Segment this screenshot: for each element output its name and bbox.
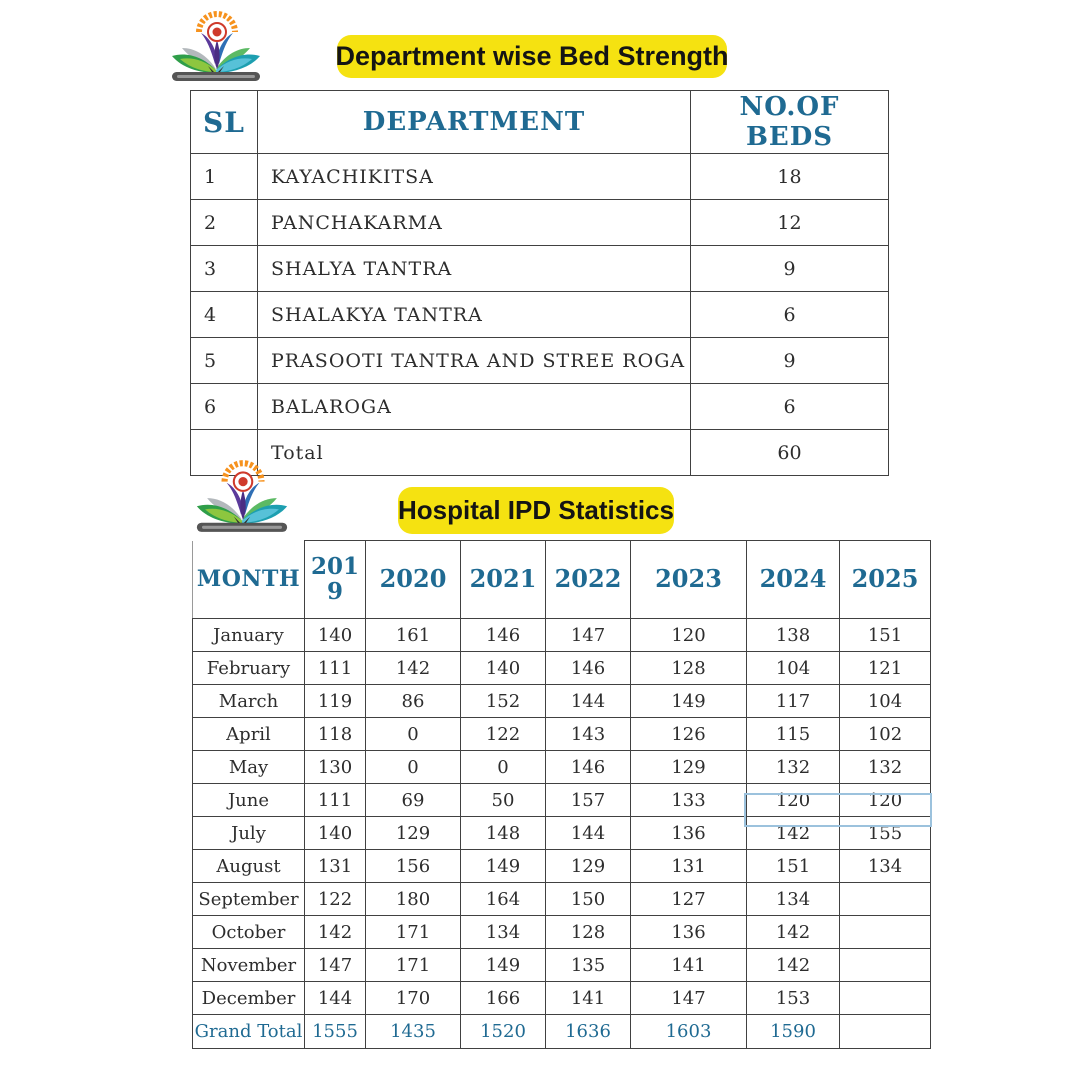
cell-value-2023: 128	[631, 652, 747, 685]
cell-month: July	[193, 817, 305, 850]
cell-value-2021: 164	[461, 883, 546, 916]
cell-value-2020: 171	[366, 916, 461, 949]
header-no-of-beds: NO.OF BEDS	[691, 91, 889, 154]
ipd-statistics-table	[192, 540, 931, 1049]
cell-value-2024: 142	[747, 916, 840, 949]
cell-value-2020: 1435	[366, 1015, 461, 1049]
cell-value-2021: 149	[461, 949, 546, 982]
cell-value-2022: 147	[546, 619, 631, 652]
ipd-month-row	[193, 883, 931, 916]
cell-value-2020: 69	[366, 784, 461, 817]
cell-value-2019: 140	[305, 817, 366, 850]
cell-value-2024: 142	[747, 949, 840, 982]
ipd-month-row	[193, 850, 931, 883]
ipd-month-row	[193, 916, 931, 949]
cell-value-2019: 111	[305, 784, 366, 817]
college-logo	[190, 455, 294, 535]
cell-value-2023: 133	[631, 784, 747, 817]
bed-strength-header-row	[191, 91, 889, 154]
cell-month: September	[193, 883, 305, 916]
grand-total-row	[193, 1015, 931, 1049]
cell-department: SHALAKYA TANTRA	[258, 292, 691, 338]
bed-table-row	[191, 246, 889, 292]
cell-value-2021: 1520	[461, 1015, 546, 1049]
cell-value-2019: 142	[305, 916, 366, 949]
cell-value-2022: 135	[546, 949, 631, 982]
cell-value-2020: 0	[366, 718, 461, 751]
cell-value-2022: 141	[546, 982, 631, 1015]
cell-value-2024: 132	[747, 751, 840, 784]
cell-value-2021: 148	[461, 817, 546, 850]
grand-total-label: Grand Total	[193, 1015, 305, 1049]
cell-month: November	[193, 949, 305, 982]
cell-sl: 6	[191, 384, 258, 430]
cell-value-2023: 126	[631, 718, 747, 751]
header-month: MONTH	[193, 541, 305, 619]
cell-value-2024: 104	[747, 652, 840, 685]
cell-value-2020: 129	[366, 817, 461, 850]
cell-department: SHALYA TANTRA	[258, 246, 691, 292]
cell-value-2023: 147	[631, 982, 747, 1015]
cell-month: June	[193, 784, 305, 817]
header-year-2024: 2024	[747, 541, 840, 619]
cell-value-2023: 141	[631, 949, 747, 982]
cell-value-2024: 134	[747, 883, 840, 916]
cell-value-2022: 157	[546, 784, 631, 817]
cell-value-2019: 131	[305, 850, 366, 883]
cell-value-2021: 166	[461, 982, 546, 1015]
cell-value-2019: 130	[305, 751, 366, 784]
cell-value-2023: 131	[631, 850, 747, 883]
cell-value-2025	[840, 916, 931, 949]
cell-value-2023: 136	[631, 817, 747, 850]
ipd-month-row	[193, 619, 931, 652]
ipd-month-row	[193, 949, 931, 982]
cell-value-2025	[840, 883, 931, 916]
cell-value-2023: 1603	[631, 1015, 747, 1049]
header-year-2019: 2019	[305, 541, 366, 619]
cell-value-2025: 151	[840, 619, 931, 652]
cell-value-2021: 146	[461, 619, 546, 652]
ipd-month-row	[193, 751, 931, 784]
cell-value-2024: 142	[747, 817, 840, 850]
bed-table-row	[191, 292, 889, 338]
cell-month: October	[193, 916, 305, 949]
cell-value-2020: 0	[366, 751, 461, 784]
ipd-statistics-title: Hospital IPD Statistics	[398, 495, 674, 525]
header-year-2020: 2020	[366, 541, 461, 619]
ipd-month-row	[193, 817, 931, 850]
bed-table-row	[191, 200, 889, 246]
cell-value-2022: 144	[546, 817, 631, 850]
cell-value-2019: 144	[305, 982, 366, 1015]
college-logo	[164, 6, 268, 84]
ipd-header-row	[193, 541, 931, 619]
cell-value-2024: 117	[747, 685, 840, 718]
cell-department: Total	[258, 430, 691, 476]
header-department: DEPARTMENT	[258, 91, 691, 154]
cell-value-2021: 152	[461, 685, 546, 718]
cell-value-2022: 128	[546, 916, 631, 949]
cell-value-2022: 1636	[546, 1015, 631, 1049]
cell-value-2019: 118	[305, 718, 366, 751]
ipd-month-row	[193, 685, 931, 718]
cell-value-2025	[840, 949, 931, 982]
cell-beds: 6	[691, 384, 889, 430]
cell-value-2025: 120	[840, 784, 931, 817]
cell-value-2020: 170	[366, 982, 461, 1015]
cell-beds: 12	[691, 200, 889, 246]
cell-value-2025: 132	[840, 751, 931, 784]
cell-department: BALAROGA	[258, 384, 691, 430]
cell-value-2022: 146	[546, 652, 631, 685]
cell-month: May	[193, 751, 305, 784]
cell-value-2023: 149	[631, 685, 747, 718]
bed-strength-table	[190, 90, 889, 476]
bed-table-row	[191, 430, 889, 476]
cell-value-2024: 151	[747, 850, 840, 883]
cell-value-2022: 150	[546, 883, 631, 916]
cell-sl: 5	[191, 338, 258, 384]
cell-value-2024: 153	[747, 982, 840, 1015]
cell-value-2025: 121	[840, 652, 931, 685]
cell-value-2024: 1590	[747, 1015, 840, 1049]
cell-value-2025: 155	[840, 817, 931, 850]
ipd-table-body	[193, 619, 931, 1049]
header-sl: SL	[191, 91, 258, 154]
cell-month: December	[193, 982, 305, 1015]
ipd-month-row	[193, 982, 931, 1015]
cell-sl: 4	[191, 292, 258, 338]
bed-strength-title-badge	[337, 35, 727, 78]
cell-sl: 3	[191, 246, 258, 292]
bed-table-row	[191, 338, 889, 384]
ipd-month-row	[193, 784, 931, 817]
cell-value-2025	[840, 1015, 931, 1049]
header-year-2025: 2025	[840, 541, 931, 619]
cell-department: PANCHAKARMA	[258, 200, 691, 246]
ipd-table-head	[193, 541, 931, 619]
cell-month: February	[193, 652, 305, 685]
cell-month: April	[193, 718, 305, 751]
cell-value-2021: 0	[461, 751, 546, 784]
cell-value-2025: 134	[840, 850, 931, 883]
cell-value-2025: 104	[840, 685, 931, 718]
cell-value-2020: 156	[366, 850, 461, 883]
cell-value-2023: 127	[631, 883, 747, 916]
cell-value-2024: 115	[747, 718, 840, 751]
cell-value-2021: 149	[461, 850, 546, 883]
cell-value-2022: 146	[546, 751, 631, 784]
cell-sl: 2	[191, 200, 258, 246]
cell-beds: 9	[691, 246, 889, 292]
cell-value-2025: 102	[840, 718, 931, 751]
cell-value-2023: 136	[631, 916, 747, 949]
cell-value-2019: 147	[305, 949, 366, 982]
cell-beds: 9	[691, 338, 889, 384]
cell-value-2019: 119	[305, 685, 366, 718]
cell-value-2022: 143	[546, 718, 631, 751]
cell-value-2025	[840, 982, 931, 1015]
cell-value-2021: 134	[461, 916, 546, 949]
cell-value-2023: 120	[631, 619, 747, 652]
cell-value-2022: 144	[546, 685, 631, 718]
cell-value-2020: 142	[366, 652, 461, 685]
cell-department: KAYACHIKITSA	[258, 154, 691, 200]
cell-value-2020: 180	[366, 883, 461, 916]
cell-value-2019: 122	[305, 883, 366, 916]
bed-table-row	[191, 384, 889, 430]
cell-value-2020: 171	[366, 949, 461, 982]
cell-value-2020: 161	[366, 619, 461, 652]
ipd-month-row	[193, 652, 931, 685]
cell-value-2020: 86	[366, 685, 461, 718]
cell-beds: 18	[691, 154, 889, 200]
cell-value-2023: 129	[631, 751, 747, 784]
bed-strength-table-body	[191, 154, 889, 476]
cell-value-2019: 1555	[305, 1015, 366, 1049]
header-year-2021: 2021	[461, 541, 546, 619]
cell-value-2021: 50	[461, 784, 546, 817]
cell-value-2024: 120	[747, 784, 840, 817]
cell-month: January	[193, 619, 305, 652]
cell-value-2021: 140	[461, 652, 546, 685]
ipd-month-row	[193, 718, 931, 751]
header-year-2023: 2023	[631, 541, 747, 619]
cell-department: PRASOOTI TANTRA AND STREE ROGA	[258, 338, 691, 384]
cell-value-2019: 140	[305, 619, 366, 652]
bed-table-row	[191, 154, 889, 200]
cell-value-2024: 138	[747, 619, 840, 652]
cell-value-2019: 111	[305, 652, 366, 685]
cell-sl: 1	[191, 154, 258, 200]
cell-beds: 6	[691, 292, 889, 338]
bed-strength-title: Department wise Bed Strength	[335, 41, 729, 71]
cell-month: March	[193, 685, 305, 718]
cell-value-2021: 122	[461, 718, 546, 751]
header-year-2022: 2022	[546, 541, 631, 619]
cell-value-2022: 129	[546, 850, 631, 883]
cell-month: August	[193, 850, 305, 883]
ipd-statistics-title-badge	[398, 487, 674, 534]
cell-beds: 60	[691, 430, 889, 476]
bed-strength-table-head	[191, 91, 889, 154]
